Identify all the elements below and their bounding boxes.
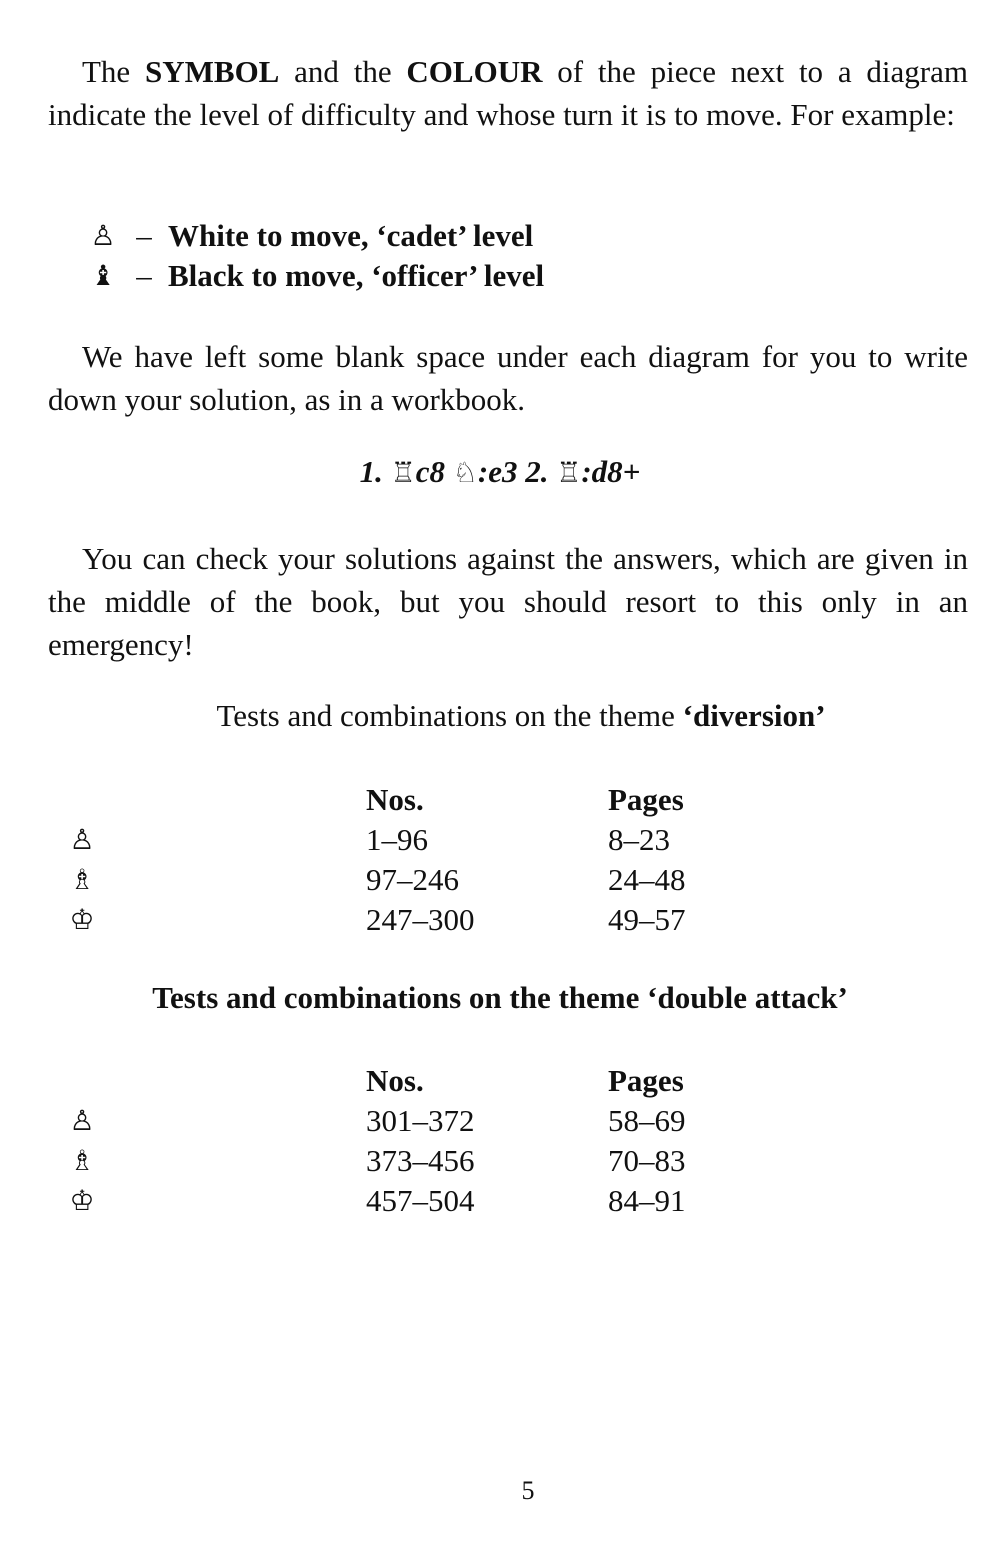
legend-dash: – — [136, 258, 152, 293]
section-title-theme: ‘diversion’ — [682, 698, 826, 733]
section-title-diversion — [0, 698, 1000, 734]
intro-text-3: of the piece next to a diagram indicate the level of difficulty and whose turn it is to move. For example: — [48, 54, 968, 132]
row-pages: 70–83 — [608, 1143, 686, 1178]
intro-symbol-word: SYMBOL — [145, 54, 280, 89]
solution-move-number: 1. — [359, 454, 391, 489]
knight-icon: ♘ — [452, 456, 478, 489]
rook-icon: ♖ — [390, 456, 416, 489]
row-pages: 8–23 — [608, 822, 670, 857]
table-header — [0, 1061, 1000, 1101]
table-diversion — [0, 780, 1000, 940]
solution-square-3: :d8+ — [581, 454, 641, 489]
table-row — [0, 1181, 1000, 1221]
table-row — [0, 820, 1000, 860]
row-nos: 373–456 — [366, 1143, 475, 1178]
legend-text-black: Black to move, ‘officer’ level — [168, 258, 545, 293]
solution-example — [0, 454, 1000, 490]
white-pawn-icon: ♙ — [69, 1104, 95, 1137]
solution-square-1: c8 — [415, 454, 453, 489]
row-nos: 1–96 — [366, 822, 428, 857]
column-header-pages: Pages — [608, 1063, 684, 1098]
row-pages: 24–48 — [608, 862, 686, 897]
column-header-pages: Pages — [608, 782, 684, 817]
solution-square-2: :e3 2. — [477, 454, 557, 489]
intro-paragraph — [48, 50, 968, 136]
white-pawn-icon: ♙ — [69, 823, 95, 856]
row-pages: 49–57 — [608, 902, 686, 937]
black-bishop-icon: ♝ — [90, 259, 116, 292]
section-title-double-attack: Tests and combinations on the theme ‘double attack’ — [152, 980, 848, 1015]
white-bishop-icon: ♗ — [69, 863, 95, 896]
row-nos: 97–246 — [366, 862, 459, 897]
row-nos: 247–300 — [366, 902, 475, 937]
workbook-note: We have left some blank space under each diagram for you to write down your solution, as in a workbook. — [48, 339, 968, 417]
table-row — [0, 1141, 1000, 1181]
section-title-prefix: Tests and combinations on the theme — [216, 698, 683, 733]
intro-text-2: and the — [279, 54, 407, 89]
column-header-nos: Nos. — [366, 1063, 424, 1098]
intro-colour-word: COLOUR — [406, 54, 543, 89]
intro-text-1: The — [82, 54, 145, 89]
row-pages: 58–69 — [608, 1103, 686, 1138]
white-bishop-icon: ♗ — [69, 1144, 95, 1177]
page-number: 5 — [521, 1476, 535, 1505]
legend-item-black — [86, 256, 544, 296]
rook-icon: ♖ — [556, 456, 582, 489]
table-header — [0, 780, 1000, 820]
legend-dash: – — [136, 218, 152, 253]
row-nos: 301–372 — [366, 1103, 475, 1138]
legend-list — [86, 216, 544, 296]
white-pawn-icon: ♙ — [90, 219, 116, 252]
legend-item-white — [86, 216, 544, 256]
white-king-icon: ♔ — [69, 903, 95, 936]
table-row — [0, 900, 1000, 940]
table-row — [0, 860, 1000, 900]
row-nos: 457–504 — [366, 1183, 475, 1218]
white-king-icon: ♔ — [69, 1184, 95, 1217]
table-double-attack — [0, 1061, 1000, 1221]
row-pages: 84–91 — [608, 1183, 686, 1218]
table-row — [0, 1101, 1000, 1141]
legend-text-white: White to move, ‘cadet’ level — [168, 218, 534, 253]
column-header-nos: Nos. — [366, 782, 424, 817]
answers-note: You can check your solutions against the answers, which are given in the middle of the book, but you should resort to this only in an emergency! — [48, 541, 968, 662]
